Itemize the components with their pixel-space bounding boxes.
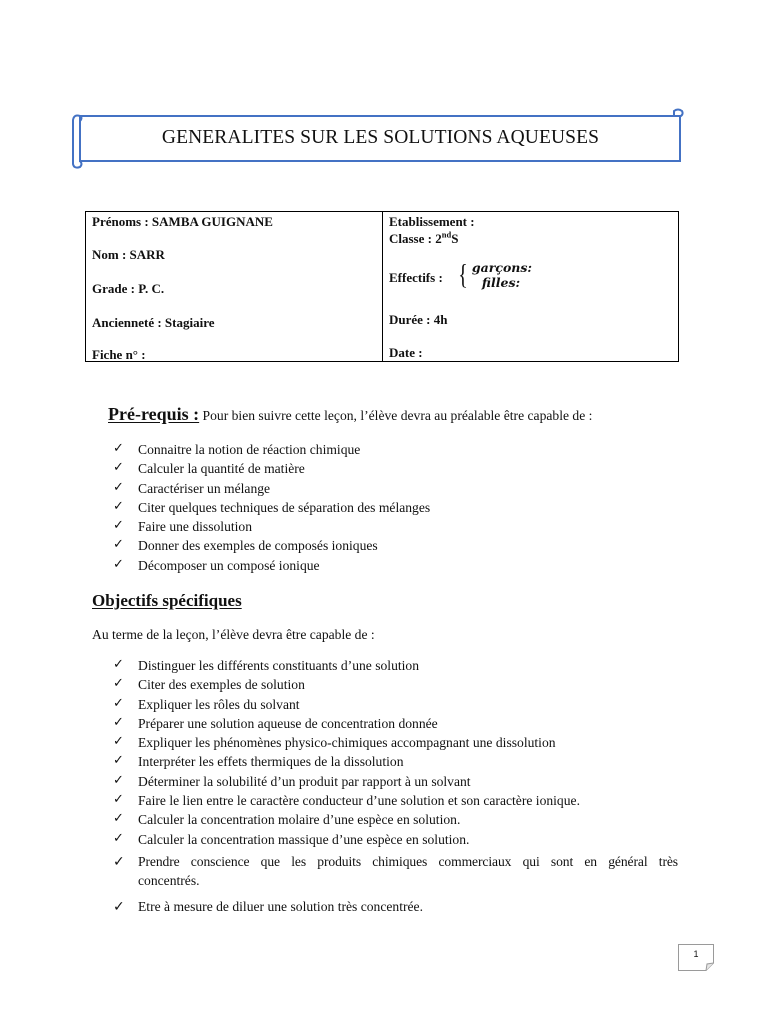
list-item-text: Décomposer un composé ionique [138,557,320,573]
list-item-text: Calculer la quantité de matière [138,461,305,477]
effectifs-brace [456,260,532,290]
check-icon: ✓ [113,772,124,788]
prereq-list [113,442,430,577]
list-item [113,754,580,773]
check-icon: ✓ [113,556,124,572]
prereq-intro: Pour bien suivre cette leçon, l’élève devra au préalable être capable de : [199,408,593,423]
classe-prefix: Classe : 2 [389,231,442,246]
list-item [113,677,580,696]
check-icon: ✓ [113,441,124,456]
fiche-field: Fiche n° : [92,347,146,362]
check-icon: ✓ [113,657,124,672]
classe-field [389,231,458,247]
garcons-label: garçons: [471,260,533,275]
list-item-text: Interpréter les effets thermiques de la dissolution [138,754,404,770]
list-item [113,812,580,831]
classe-suffix: S [451,231,459,246]
check-icon: ✓ [113,498,124,514]
grade-field: Grade : P. C. [92,281,165,296]
classe-sup: nd [441,229,452,240]
list-item [113,481,430,500]
brace-glyph: { [458,258,468,291]
list-item [113,461,430,480]
list-item-text: Citer des exemples de solution [138,677,305,693]
duree-field: Durée : 4h [389,312,448,327]
list-item-text: Caractériser un mélange [138,480,271,496]
etablissement-field: Etablissement : [389,214,475,229]
list-item [113,716,580,735]
check-icon: ✓ [113,830,124,846]
list-item [113,558,430,577]
list-item-text: Expliquer les rôles du solvant [138,696,300,712]
check-icon: ✓ [113,537,124,553]
list-item [113,793,580,812]
effectifs-field: Effectifs : [389,270,443,285]
page-number-box [678,944,714,971]
list-item-text: Faire le lien entre le caractère conducteur d’une solution et son caractère ionique. [138,793,580,809]
list-item-text: Préparer une solution aqueuse de concentration donnée [138,715,438,731]
objectifs-intro: Au terme de la leçon, l’élève devra être capable de : [92,627,375,642]
list-item-text-line1: Prendre conscience que les produits chimiques commerciaux qui sont en général très [138,854,678,869]
list-item-text: Donner des exemples de composés ioniques [138,538,378,554]
list-item-text: Etre à mesure de diluer une solution très concentrée. [138,899,423,914]
document-title: GENERALITES SUR LES SOLUTIONS AQUEUSES [161,127,600,148]
objectifs-list [113,658,580,851]
list-item [113,442,430,461]
filles-label: filles: [481,275,521,290]
list-item-text: Calculer la concentration molaire d’une espèce en solution. [138,812,461,828]
info-column-teacher [86,212,383,361]
list-item-text: Citer quelques techniques de séparation des mélanges [138,499,431,515]
title-banner [70,108,687,170]
check-icon: ✓ [113,899,125,915]
info-column-class [383,212,678,361]
list-item [113,854,678,889]
list-item [113,832,580,851]
list-item-text: Faire une dissolution [138,519,253,535]
list-item-text: Distinguer les différents constituants d’une solution [138,658,420,673]
check-icon: ✓ [113,479,124,495]
objectifs-heading: Objectifs spécifiques [92,591,242,610]
check-icon: ✓ [113,695,124,711]
check-icon: ✓ [113,811,124,827]
list-item-text: Calculer la concentration massique d’une espèce en solution. [138,831,470,847]
check-icon: ✓ [113,753,124,769]
check-icon: ✓ [113,854,125,870]
prenoms-field: Prénoms : SAMBA GUIGNANE [92,214,273,229]
check-icon: ✓ [113,460,124,476]
prereq-heading-line [108,404,592,425]
list-item [113,735,580,754]
check-icon: ✓ [113,518,124,534]
check-icon: ✓ [113,792,124,808]
check-icon: ✓ [113,676,124,692]
date-field: Date : [389,345,423,360]
check-icon: ✓ [113,714,124,730]
list-item-text: Connaitre la notion de réaction chimique [138,442,361,457]
list-item [113,774,580,793]
info-table [85,211,679,362]
list-item [113,500,430,519]
effectifs-breakdown [472,260,532,290]
list-item-text: Déterminer la solubilité d’un produit par rapport à un solvant [138,773,471,789]
list-item [113,519,430,538]
list-item-text-line2: concentrés. [138,873,200,888]
anciennete-field: Ancienneté : Stagiaire [92,315,215,330]
check-icon: ✓ [113,734,124,750]
list-item-text: Expliquer les phénomènes physico-chimiques accompagnant une dissolution [138,735,556,751]
list-item [113,899,423,915]
list-item [113,658,580,677]
list-item [113,697,580,716]
prereq-heading: Pré-requis : [108,404,200,424]
page-number: 1 [693,949,699,959]
nom-field: Nom : SARR [92,247,165,262]
list-item [113,538,430,557]
